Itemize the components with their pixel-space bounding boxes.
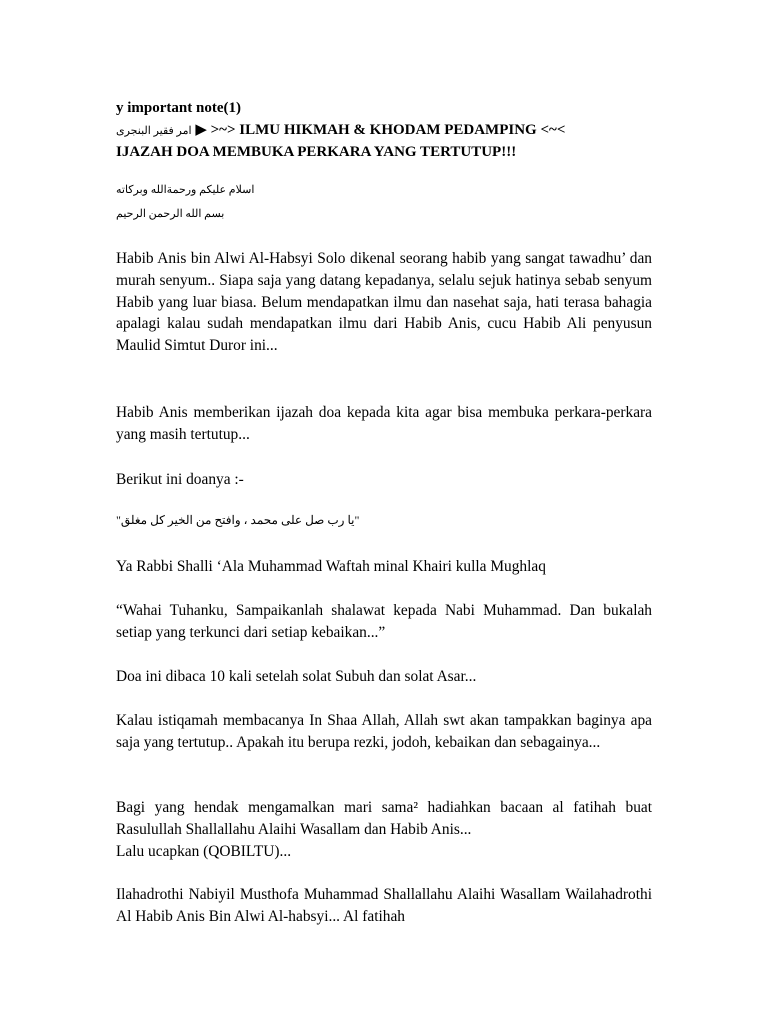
document-title: IJAZAH DOA MEMBUKA PERKARA YANG TERTUTUP!!! <box>116 144 517 160</box>
note-heading: y important note(1) <box>116 100 241 116</box>
group-name-arabic: امر فقير البنجرى <box>116 125 192 137</box>
doa-transliteration: Ya Rabbi Shalli ‘Ala Muhammad Waftah minal Khairi kulla Mughlaq <box>116 558 546 575</box>
paragraph-ijazah: Habib Anis memberikan ijazah doa kepada kita agar bisa membuka perkara-perkara yang masih tertutup... <box>116 404 652 443</box>
doa-arabic: "يا رب صل على محمد ، وافتح من الخير كل مغلق" <box>116 513 360 527</box>
bismillah: بسم الله الرحمن الرحيم <box>116 208 225 220</box>
group-title: ▶ >~> ILMU HIKMAH & KHODAM PEDAMPING <~< <box>195 122 566 138</box>
salam-greeting: اسلام عليكم ورحمةالله وبركاته <box>116 184 255 196</box>
doa-benefits: Kalau istiqamah membacanya In Shaa Allah, Allah swt akan tampakkan baginya apa saja yang tertutup.. Apakah itu berupa rezki, jodoh, kebaikan dan sebagainya... <box>116 712 652 751</box>
closing-tawassul: Ilahadrothi Nabiyil Musthofa Muhammad Shallallahu Alaihi Wasallam Wailahadrothi Al Habib Anis Bin Alwi Al-habsyi... Al fatihah <box>116 886 652 925</box>
paragraph-intro: Habib Anis bin Alwi Al-Habsyi Solo dikenal seorang habib yang sangat tawadhu’ dan murah senyum.. Siapa saja yang datang kepadanya, selalu sejuk hatinya sebab senyum Habib yang luar biasa. Belum mendapatkan ilmu dan nasehat saja, hati terasa bahagia apalagi kalau sudah mendapatkan ilmu dari Habib Anis, cucu Habib Ali penyusun Maulid Simtut Duror ini... <box>116 250 652 355</box>
paragraph-doa-intro: Berikut ini doanya :- <box>116 471 244 488</box>
doa-instructions: Doa ini dibaca 10 kali setelah solat Subuh dan solat Asar... <box>116 668 477 685</box>
fatihah-dedication <box>116 797 652 862</box>
group-title-line <box>116 119 565 142</box>
doa-translation: “Wahai Tuhanku, Sampaikanlah shalawat kepada Nabi Muhammad. Dan bukalah setiap yang terkunci dari setiap kebaikan...” <box>116 602 652 641</box>
qobiltu-instruction: Lalu ucapkan (QOBILTU)... <box>116 842 292 860</box>
fatihah-dedication-text: Bagi yang hendak mengamalkan mari sama² hadiahkan bacaan al fatihah buat Rasulullah Shallallahu Alaihi Wasallam dan Habib Anis... <box>116 799 652 838</box>
